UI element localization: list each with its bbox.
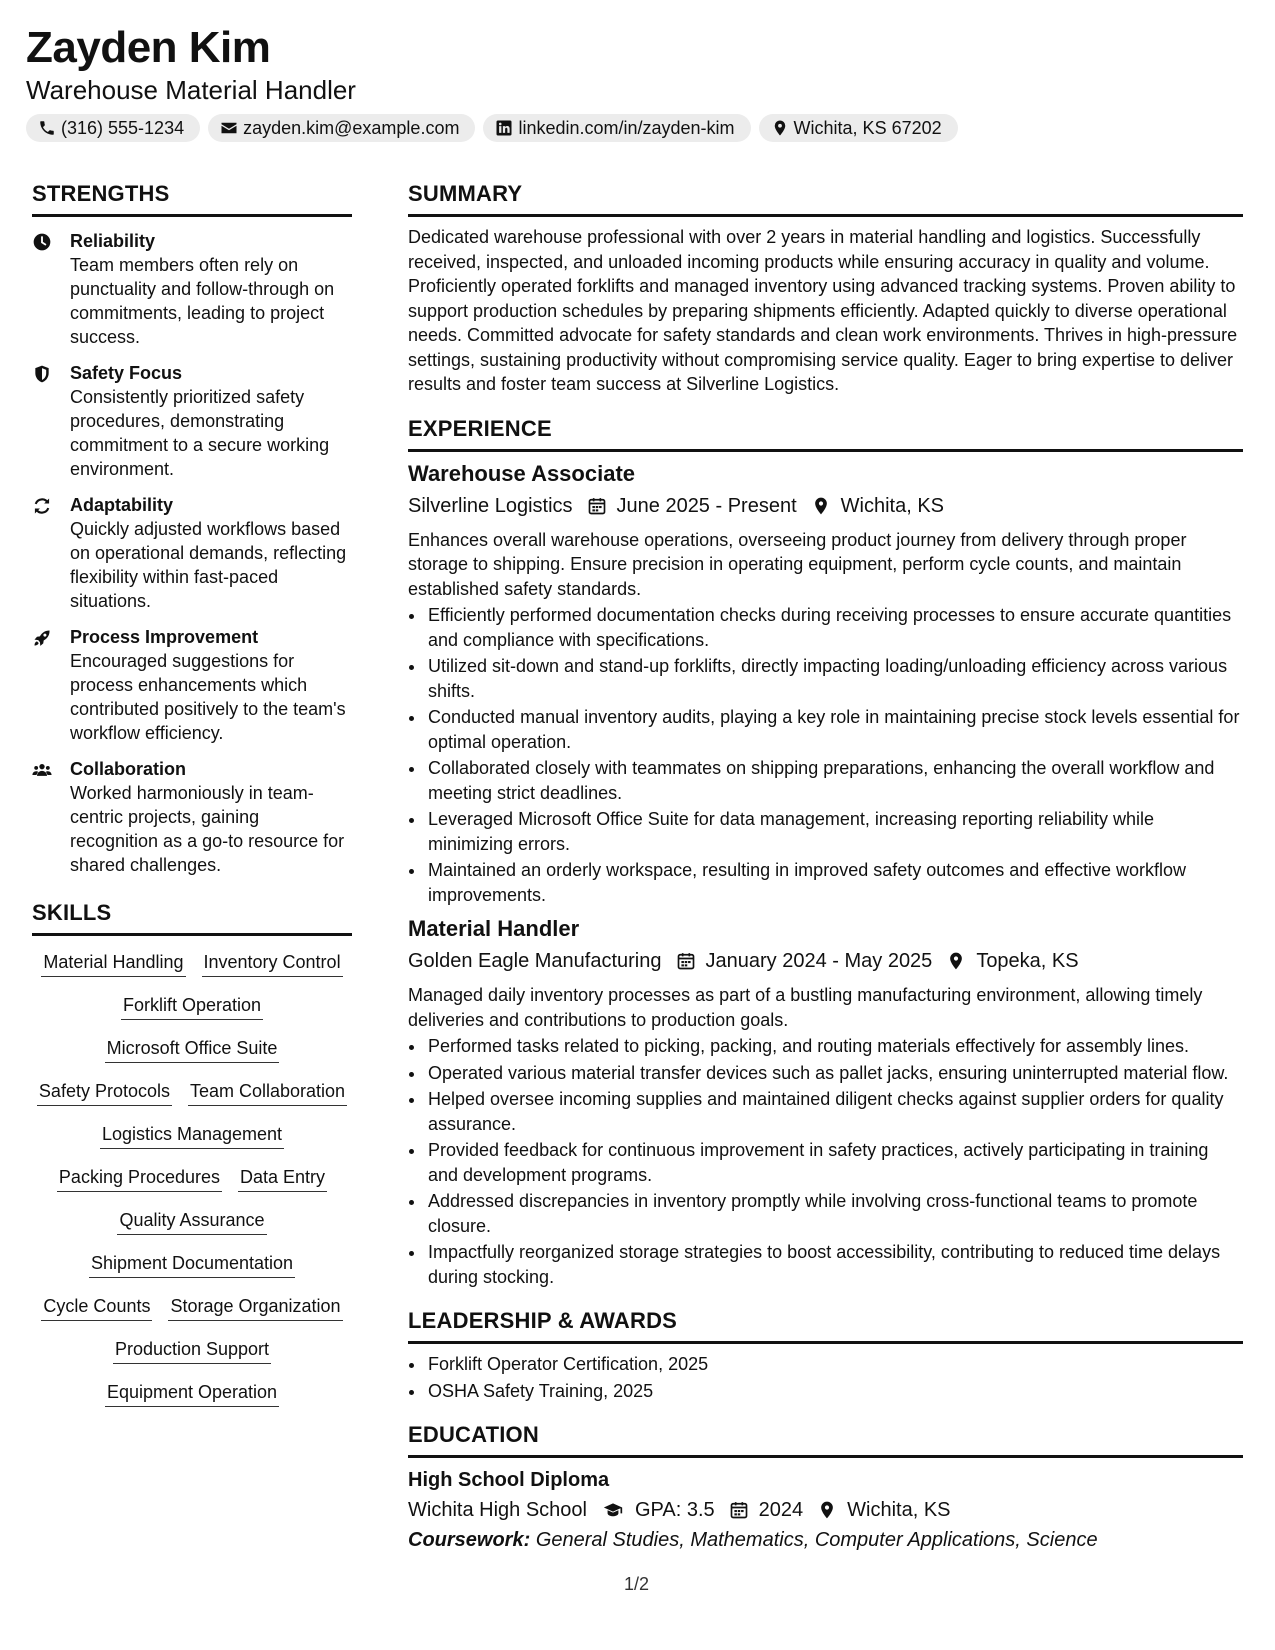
- job-entry: [408, 915, 1243, 1289]
- skill-tag: Equipment Operation: [105, 1380, 279, 1407]
- summary-text: Dedicated warehouse professional with over 2 years in material handling and logistics. Successfully received, inspected, and unloaded incoming products while ensuring accuracy in quality and volume. Proficiently operated forklifts and managed inventory using advanced tracking systems. Proven ability to support production schedules by preparing shipments efficiently. Adapted quickly to diverse operational needs. Committed advocate for safety standards and clean work environments. Thrives in high-pressure settings, sustaining productivity without compromising service quality. Eager to bring expertise to deliver results and foster team success at Silverline Logistics.: [408, 227, 1238, 394]
- map-pin-icon: [817, 1500, 837, 1520]
- list-item: • OSHA Safety Training, 2025: [426, 1379, 1243, 1404]
- map-pin-icon: [946, 951, 966, 971]
- job-company: Golden Eagle Manufacturing: [408, 950, 662, 972]
- coursework-text: General Studies, Mathematics, Computer Applications, Science: [535, 1529, 1098, 1551]
- skill-tag: Logistics Management: [100, 1122, 284, 1149]
- list-item: • Leveraged Microsoft Office Suite for data management, increasing reporting reliability while minimizing errors.: [426, 807, 1243, 856]
- job-location: Wichita, KS: [840, 494, 944, 517]
- linkedin-icon: [495, 119, 513, 137]
- awards-heading: LEADERSHIP & AWARDS: [408, 1307, 1243, 1344]
- coursework-label: Coursework:: [408, 1529, 531, 1551]
- strength-desc: Worked harmoniously in team-centric projects, gaining recognition as a go-to resource for shared challenges.: [70, 783, 345, 875]
- experience-heading: EXPERIENCE: [408, 415, 1243, 452]
- list-item: • Operated various material transfer devices such as pallet jacks, ensuring uninterrupted material flow.: [426, 1061, 1243, 1086]
- education-meta: [408, 1496, 1243, 1524]
- skill-tag: Production Support: [113, 1337, 271, 1364]
- strength-desc: Team members often rely on punctuality and follow-through on commitments, leading to project success.: [70, 255, 335, 347]
- list-item: • Helped oversee incoming supplies and maintained diligent checks against supplier orders for quality assurance.: [426, 1087, 1243, 1136]
- list-item: • Provided feedback for continuous improvement in safety practices, actively participating in training and development programs.: [426, 1138, 1243, 1187]
- skill-tag: Material Handling: [41, 950, 185, 977]
- strength-title: Process Improvement: [70, 627, 259, 647]
- job-dates: June 2025 - Present: [616, 494, 797, 517]
- phone-text: (316) 555-1234: [61, 117, 185, 138]
- education-degree: High School Diploma: [408, 1469, 610, 1491]
- strength-title: Collaboration: [70, 759, 186, 779]
- strength-desc: Encouraged suggestions for process enhancements which contributed positively to the team's workflow efficiency.: [70, 651, 346, 743]
- awards-list: [408, 1352, 1243, 1403]
- skill-tag: Microsoft Office Suite: [105, 1036, 280, 1063]
- users-icon: [32, 760, 52, 780]
- strength-title: Adaptability: [70, 495, 174, 515]
- strength-title: Safety Focus: [70, 363, 183, 383]
- list-item: • Efficiently performed documentation checks during receiving processes to ensure accurate quantities and compliance with specifications.: [426, 603, 1243, 652]
- strength-item: [32, 625, 352, 745]
- strength-desc: Quickly adjusted workflows based on operational demands, reflecting flexibility within fast-paced situations.: [70, 519, 347, 611]
- strength-item: [32, 361, 352, 481]
- summary-heading: SUMMARY: [408, 180, 1243, 217]
- right-column: [408, 180, 1243, 1554]
- contact-location[interactable]: [759, 114, 958, 142]
- list-item: • Forklift Operator Certification, 2025: [426, 1352, 1243, 1377]
- contact-bar: [26, 114, 958, 142]
- education-gpa: GPA: 3.5: [634, 1499, 715, 1521]
- refresh-icon: [32, 496, 52, 516]
- job-title: Material Handler: [408, 916, 580, 941]
- shield-icon: [32, 364, 52, 384]
- job-bullets: [408, 1034, 1243, 1289]
- candidate-name: Zayden Kim: [26, 23, 271, 72]
- job-dates: January 2024 - May 2025: [705, 950, 933, 972]
- calendar-icon: [729, 1500, 749, 1520]
- page-number: 1/2: [624, 1574, 650, 1594]
- strengths-heading: STRENGTHS: [32, 180, 352, 217]
- list-item: • Utilized sit-down and stand-up forklifts, directly impacting loading/unloading efficiency across various shifts.: [426, 654, 1243, 703]
- list-item: • Performed tasks related to picking, packing, and routing materials effectively for assembly lines.: [426, 1034, 1243, 1059]
- job-title: Warehouse Associate: [408, 460, 636, 486]
- list-item: • Collaborated closely with teammates on shipping preparations, enhancing the overall workflow and meeting strict deadlines.: [426, 756, 1243, 805]
- rocket-icon: [32, 628, 52, 648]
- strength-item: [32, 757, 352, 877]
- skill-tag: Packing Procedures: [57, 1165, 222, 1192]
- contact-linkedin[interactable]: [483, 114, 750, 142]
- skills-list: [32, 950, 352, 1407]
- skill-tag: Inventory Control: [202, 950, 343, 977]
- strength-title: Reliability: [70, 231, 156, 251]
- skill-tag: Team Collaboration: [188, 1079, 347, 1106]
- education-location: Wichita, KS: [847, 1499, 951, 1521]
- envelope-icon: [220, 119, 238, 137]
- linkedin-text: linkedin.com/in/zayden-kim: [518, 117, 735, 138]
- strength-item: [32, 493, 352, 613]
- skill-tag: Storage Organization: [168, 1294, 342, 1321]
- contact-phone[interactable]: [26, 114, 200, 142]
- contact-email[interactable]: [208, 114, 475, 142]
- location-text: Wichita, KS 67202: [793, 117, 942, 138]
- calendar-icon: [676, 951, 696, 971]
- skill-tag: Shipment Documentation: [89, 1251, 295, 1278]
- job-company: Silverline Logistics: [408, 494, 573, 517]
- job-location: Topeka, KS: [976, 950, 1079, 972]
- list-item: • Conducted manual inventory audits, playing a key role in maintaining precise stock levels essential for optimal operation.: [426, 705, 1243, 754]
- skill-tag: Safety Protocols: [37, 1079, 172, 1106]
- job-entry: [408, 460, 1243, 908]
- skill-tag: Forklift Operation: [121, 993, 263, 1020]
- list-item: • Maintained an orderly workspace, resulting in improved safety outcomes and effective workflow improvements.: [426, 858, 1243, 907]
- map-pin-icon: [811, 496, 831, 516]
- candidate-role: Warehouse Material Handler: [26, 75, 356, 105]
- job-meta: [408, 492, 1243, 520]
- graduation-cap-icon: [601, 1500, 625, 1520]
- skill-tag: Cycle Counts: [41, 1294, 152, 1321]
- job-bullets: [408, 603, 1243, 907]
- phone-icon: [38, 119, 56, 137]
- skills-heading: SKILLS: [32, 899, 352, 936]
- education-coursework: [408, 1526, 1243, 1554]
- list-item: • Addressed discrepancies in inventory promptly while involving cross-functional teams to promote closure.: [426, 1189, 1243, 1238]
- job-description: Managed daily inventory processes as part of a bustling manufacturing environment, allowing timely deliveries and contributions to production goals.: [408, 985, 1203, 1030]
- calendar-icon: [587, 496, 607, 516]
- skill-tag: Quality Assurance: [117, 1208, 266, 1235]
- clock-icon: [32, 232, 52, 252]
- job-meta: [408, 947, 1243, 975]
- map-pin-icon: [771, 119, 789, 137]
- strength-item: [32, 229, 352, 349]
- job-description: Enhances overall warehouse operations, overseeing product journey from delivery through proper storage to shipping. Ensure precision in operating equipment, perform cycle counts, and maintain established safety standards.: [408, 529, 1187, 599]
- list-item: • Impactfully reorganized storage strategies to boost accessibility, contributing to reduced time delays during stocking.: [426, 1240, 1243, 1289]
- skill-tag: Data Entry: [238, 1165, 327, 1192]
- education-year: 2024: [758, 1499, 804, 1521]
- education-heading: EDUCATION: [408, 1421, 1243, 1458]
- education-school: Wichita High School: [408, 1499, 587, 1521]
- strength-desc: Consistently prioritized safety procedures, demonstrating commitment to a secure working environment.: [70, 387, 330, 479]
- email-text: zayden.kim@example.com: [243, 117, 460, 138]
- left-column: [32, 180, 352, 1407]
